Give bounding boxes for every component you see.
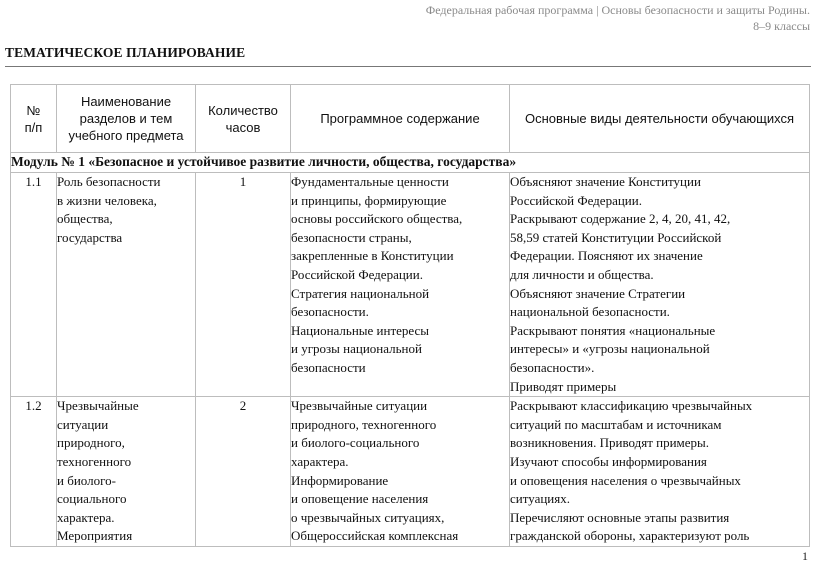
row-content: Фундаментальные ценности и принципы, формирующие основы российского общества, безопасности страны, закрепленные в Конституции Российской Федерации. Стратегия национальной безопасности. Национальные интересы и угрозы национальной безопасности [291,173,510,397]
header-activities: Основные виды деятельности обучающихся [510,85,810,153]
row-activities: Объясняют значение Конституции Российской Федерации. Раскрывают содержание 2, 4, 20, 41, 42, 58,59 статей Конституции Российской Федерации. Поясняют их значение для личности и общества. Объясняют значение Стратегии национальной безопасности. Раскрывают понятия «национальные интересы» и «угрозы национальной безопасности». Приводят примеры [510,173,810,397]
table-row [11,173,810,397]
module-row [11,153,810,173]
header-line-2: 8–9 классы [753,19,810,33]
header-line-1: Федеральная рабочая программа | Основы безопасности и защиты Родины. [425,3,810,17]
table-header-row [11,85,810,153]
row-section: Роль безопасности в жизни человека, общества, государства [57,173,196,397]
module-title: Модуль № 1 «Безопасное и устойчивое развитие личности, общества, государства» [11,153,810,173]
header-num: № п/п [11,85,57,153]
row-num: 1.2 [11,397,57,547]
running-header [290,2,810,34]
header-content: Программное содержание [291,85,510,153]
row-hours: 2 [196,397,291,547]
table-row [11,397,810,547]
row-activities: Раскрывают классификацию чрезвычайных ситуаций по масштабам и источникам возникновения. Приводят примеры. Изучают способы информирования и оповещения населения о чрезвычайных ситуациях. Перечисляют основные этапы развития гражданской обороны, характеризуют роль [510,397,810,547]
header-section: Наименование разделов и тем учебного предмета [57,85,196,153]
row-hours: 1 [196,173,291,397]
page-number: 1 [802,549,808,563]
header-hours: Количество часов [196,85,291,153]
row-section: Чрезвычайные ситуации природного, техногенного и биолого- социального характера. Мероприятия [57,397,196,547]
row-num: 1.1 [11,173,57,397]
page-title: ТЕМАТИЧЕСКОЕ ПЛАНИРОВАНИЕ [5,45,246,60]
thematic-planning-table [10,84,810,547]
title-divider [5,66,811,67]
row-content: Чрезвычайные ситуации природного, техногенного и биолого-социального характера. Информирование и оповещение населения о чрезвычайных ситуациях, Общероссийская комплексная [291,397,510,547]
